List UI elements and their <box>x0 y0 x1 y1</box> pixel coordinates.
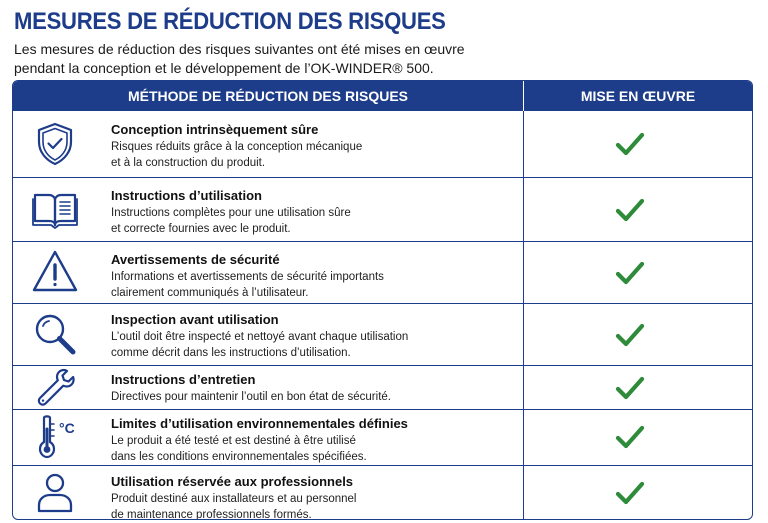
table-row <box>13 365 752 409</box>
check-icon <box>615 375 645 401</box>
magnifier-icon <box>31 310 79 358</box>
check-icon <box>615 322 645 348</box>
row-description <box>111 491 357 520</box>
shield-check-icon <box>31 120 79 168</box>
row-description-line: Directives pour maintenir l’outil en bon état de sécurité. <box>111 391 391 403</box>
check-icon <box>615 260 645 286</box>
check-icon <box>615 424 645 450</box>
row-description-line: et à la construction du produit. <box>111 157 266 169</box>
row-description-line: Instructions complètes pour une utilisation sûre <box>111 207 351 219</box>
row-title: Limites d’utilisation environnementales définies <box>111 416 408 431</box>
row-description-line: Produit destiné aux installateurs et au personnel <box>111 493 357 505</box>
row-title: Inspection avant utilisation <box>111 312 279 327</box>
intro-text <box>14 40 534 78</box>
row-description-line: dans les conditions environnementales spécifiées. <box>111 451 367 463</box>
intro-line-1: Les mesures de réduction des risques suivantes ont été mises en œuvre <box>14 41 465 57</box>
row-description <box>111 205 351 237</box>
header-implementation: MISE EN ŒUVRE <box>580 88 696 104</box>
table-row <box>13 111 752 177</box>
person-icon <box>31 469 79 517</box>
wrench-icon <box>31 364 79 412</box>
row-description <box>111 269 384 301</box>
row-description <box>111 433 367 465</box>
check-icon <box>615 480 645 506</box>
row-title: Utilisation réservée aux professionnels <box>111 474 354 489</box>
row-description-line: clairement communiqués à l’utilisateur. <box>111 287 309 299</box>
row-title: Conception intrinsèquement sûre <box>111 122 319 137</box>
row-description-line: Informations et avertissements de sécurité importants <box>111 271 384 283</box>
table-row <box>13 303 752 365</box>
check-icon <box>615 131 645 157</box>
row-title: Instructions d’utilisation <box>111 188 262 203</box>
row-description <box>111 329 408 361</box>
row-description-line: L’outil doit être inspecté et nettoyé avant chaque utilisation <box>111 331 409 343</box>
table-row <box>13 177 752 241</box>
thermometer-unit: °C <box>59 420 75 436</box>
row-description-line: Risques réduits grâce à la conception mécanique <box>111 141 363 153</box>
table-row <box>13 241 752 303</box>
page-title: MESURES DE RÉDUCTION DES RISQUES <box>14 8 446 35</box>
row-description <box>111 389 391 405</box>
row-description <box>111 139 362 171</box>
risk-reduction-table <box>12 80 753 520</box>
book-icon <box>31 185 79 233</box>
check-icon <box>615 197 645 223</box>
thermometer-icon <box>31 412 79 460</box>
table-row <box>13 409 752 465</box>
intro-line-2: pendant la conception et le développement de l’OK-WINDER® 500. <box>14 60 434 76</box>
table-header <box>13 81 752 111</box>
warning-icon <box>31 248 79 296</box>
row-description-line: comme décrit dans les instructions d’utilisation. <box>111 347 351 359</box>
header-method: MÉTHODE DE RÉDUCTION DES RISQUES <box>127 88 409 104</box>
row-description-line: de maintenance professionnels formés. <box>111 509 312 520</box>
row-description-line: et correcte fournies avec le produit. <box>111 223 291 235</box>
table-row <box>13 465 752 520</box>
row-title: Avertissements de sécurité <box>111 252 280 267</box>
row-description-line: Le produit a été testé et est destiné à être utilisé <box>111 435 356 447</box>
row-title: Instructions d’entretien <box>111 372 256 387</box>
